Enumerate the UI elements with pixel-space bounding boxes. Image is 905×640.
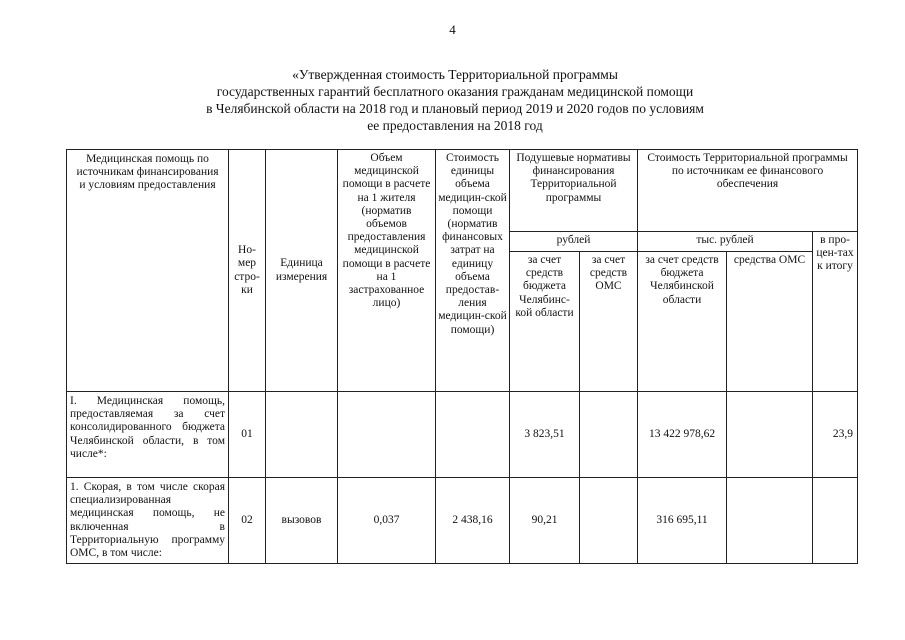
row-budget-thous: 13 422 978,62 — [638, 392, 727, 478]
title-line: государственных гарантий бесплатного оказания гражданам медицинской помощи — [216, 84, 694, 99]
header-rubles: рублей — [510, 232, 638, 252]
row-budget-rub: 90,21 — [510, 478, 580, 564]
header-percent: в про-цен-тах к итогу — [813, 232, 858, 392]
header-row-number: Но-мер стро-ки — [229, 150, 266, 392]
page-number: 4 — [449, 22, 456, 37]
header-thousand-rubles: тыс. рублей — [638, 232, 813, 252]
row-unit: вызовов — [266, 478, 338, 564]
header-volume: Объем медицинской помощи в расчете на 1 жителя (норматив объемов предоставления медицинской помощи в расчете на 1 застрахованное лицо) — [338, 150, 436, 392]
row-budget-thous: 316 695,11 — [638, 478, 727, 564]
title-line: ее предоставления на 2018 год — [367, 118, 543, 133]
row-oms-thous — [727, 392, 813, 478]
row-label: I. Медицинская помощь, предоставляемая за счет консолидированного бюджета Челябинской области, в том числе*: — [67, 392, 229, 478]
row-number: 02 — [229, 478, 266, 564]
document-title — [150, 66, 760, 134]
row-oms-rub — [580, 392, 638, 478]
title-line: «Утвержденная стоимость Территориальной программы — [292, 67, 618, 82]
row-unit — [266, 392, 338, 478]
cost-table — [66, 149, 858, 564]
title-line: в Челябинской области на 2018 год и плановый период 2019 и 2020 годов по условиям — [206, 101, 704, 116]
row-percent: 23,9 — [813, 392, 858, 478]
row-volume — [338, 392, 436, 478]
row-oms-rub — [580, 478, 638, 564]
row-volume: 0,037 — [338, 478, 436, 564]
row-budget-rub: 3 823,51 — [510, 392, 580, 478]
row-percent — [813, 478, 858, 564]
row-oms-thous — [727, 478, 813, 564]
header-oms-rub: за счет средств ОМС — [580, 252, 638, 392]
table-row — [67, 478, 858, 564]
header-unit-cost: Стоимость единицы объема медицин-ской помощи (норматив финансовых затрат на единицу объема предостав-ления медицин-ской помощи) — [436, 150, 510, 392]
row-unit-cost: 2 438,16 — [436, 478, 510, 564]
table-row — [67, 392, 858, 478]
header-care-type: Медицинская помощь по источникам финансирования и условиям предоставления — [67, 150, 229, 392]
header-unit: Единица измерения — [266, 150, 338, 392]
header-program-cost: Стоимость Территориальной программы по источникам ее финансового обеспечения — [638, 150, 858, 232]
row-number: 01 — [229, 392, 266, 478]
header-budget-thous: за счет средств бюджета Челябинской области — [638, 252, 727, 392]
header-budget-rub: за счет средств бюджета Челябинс-кой области — [510, 252, 580, 392]
header-oms-thous: средства ОМС — [727, 252, 813, 392]
row-label: 1. Скорая, в том числе скорая специализированная медицинская помощь, не включенная в Территориальную программу ОМС, в том числе: — [70, 481, 225, 559]
row-unit-cost — [436, 392, 510, 478]
header-per-capita: Подушевые нормативы финансирования Территориальной программы — [510, 150, 638, 232]
